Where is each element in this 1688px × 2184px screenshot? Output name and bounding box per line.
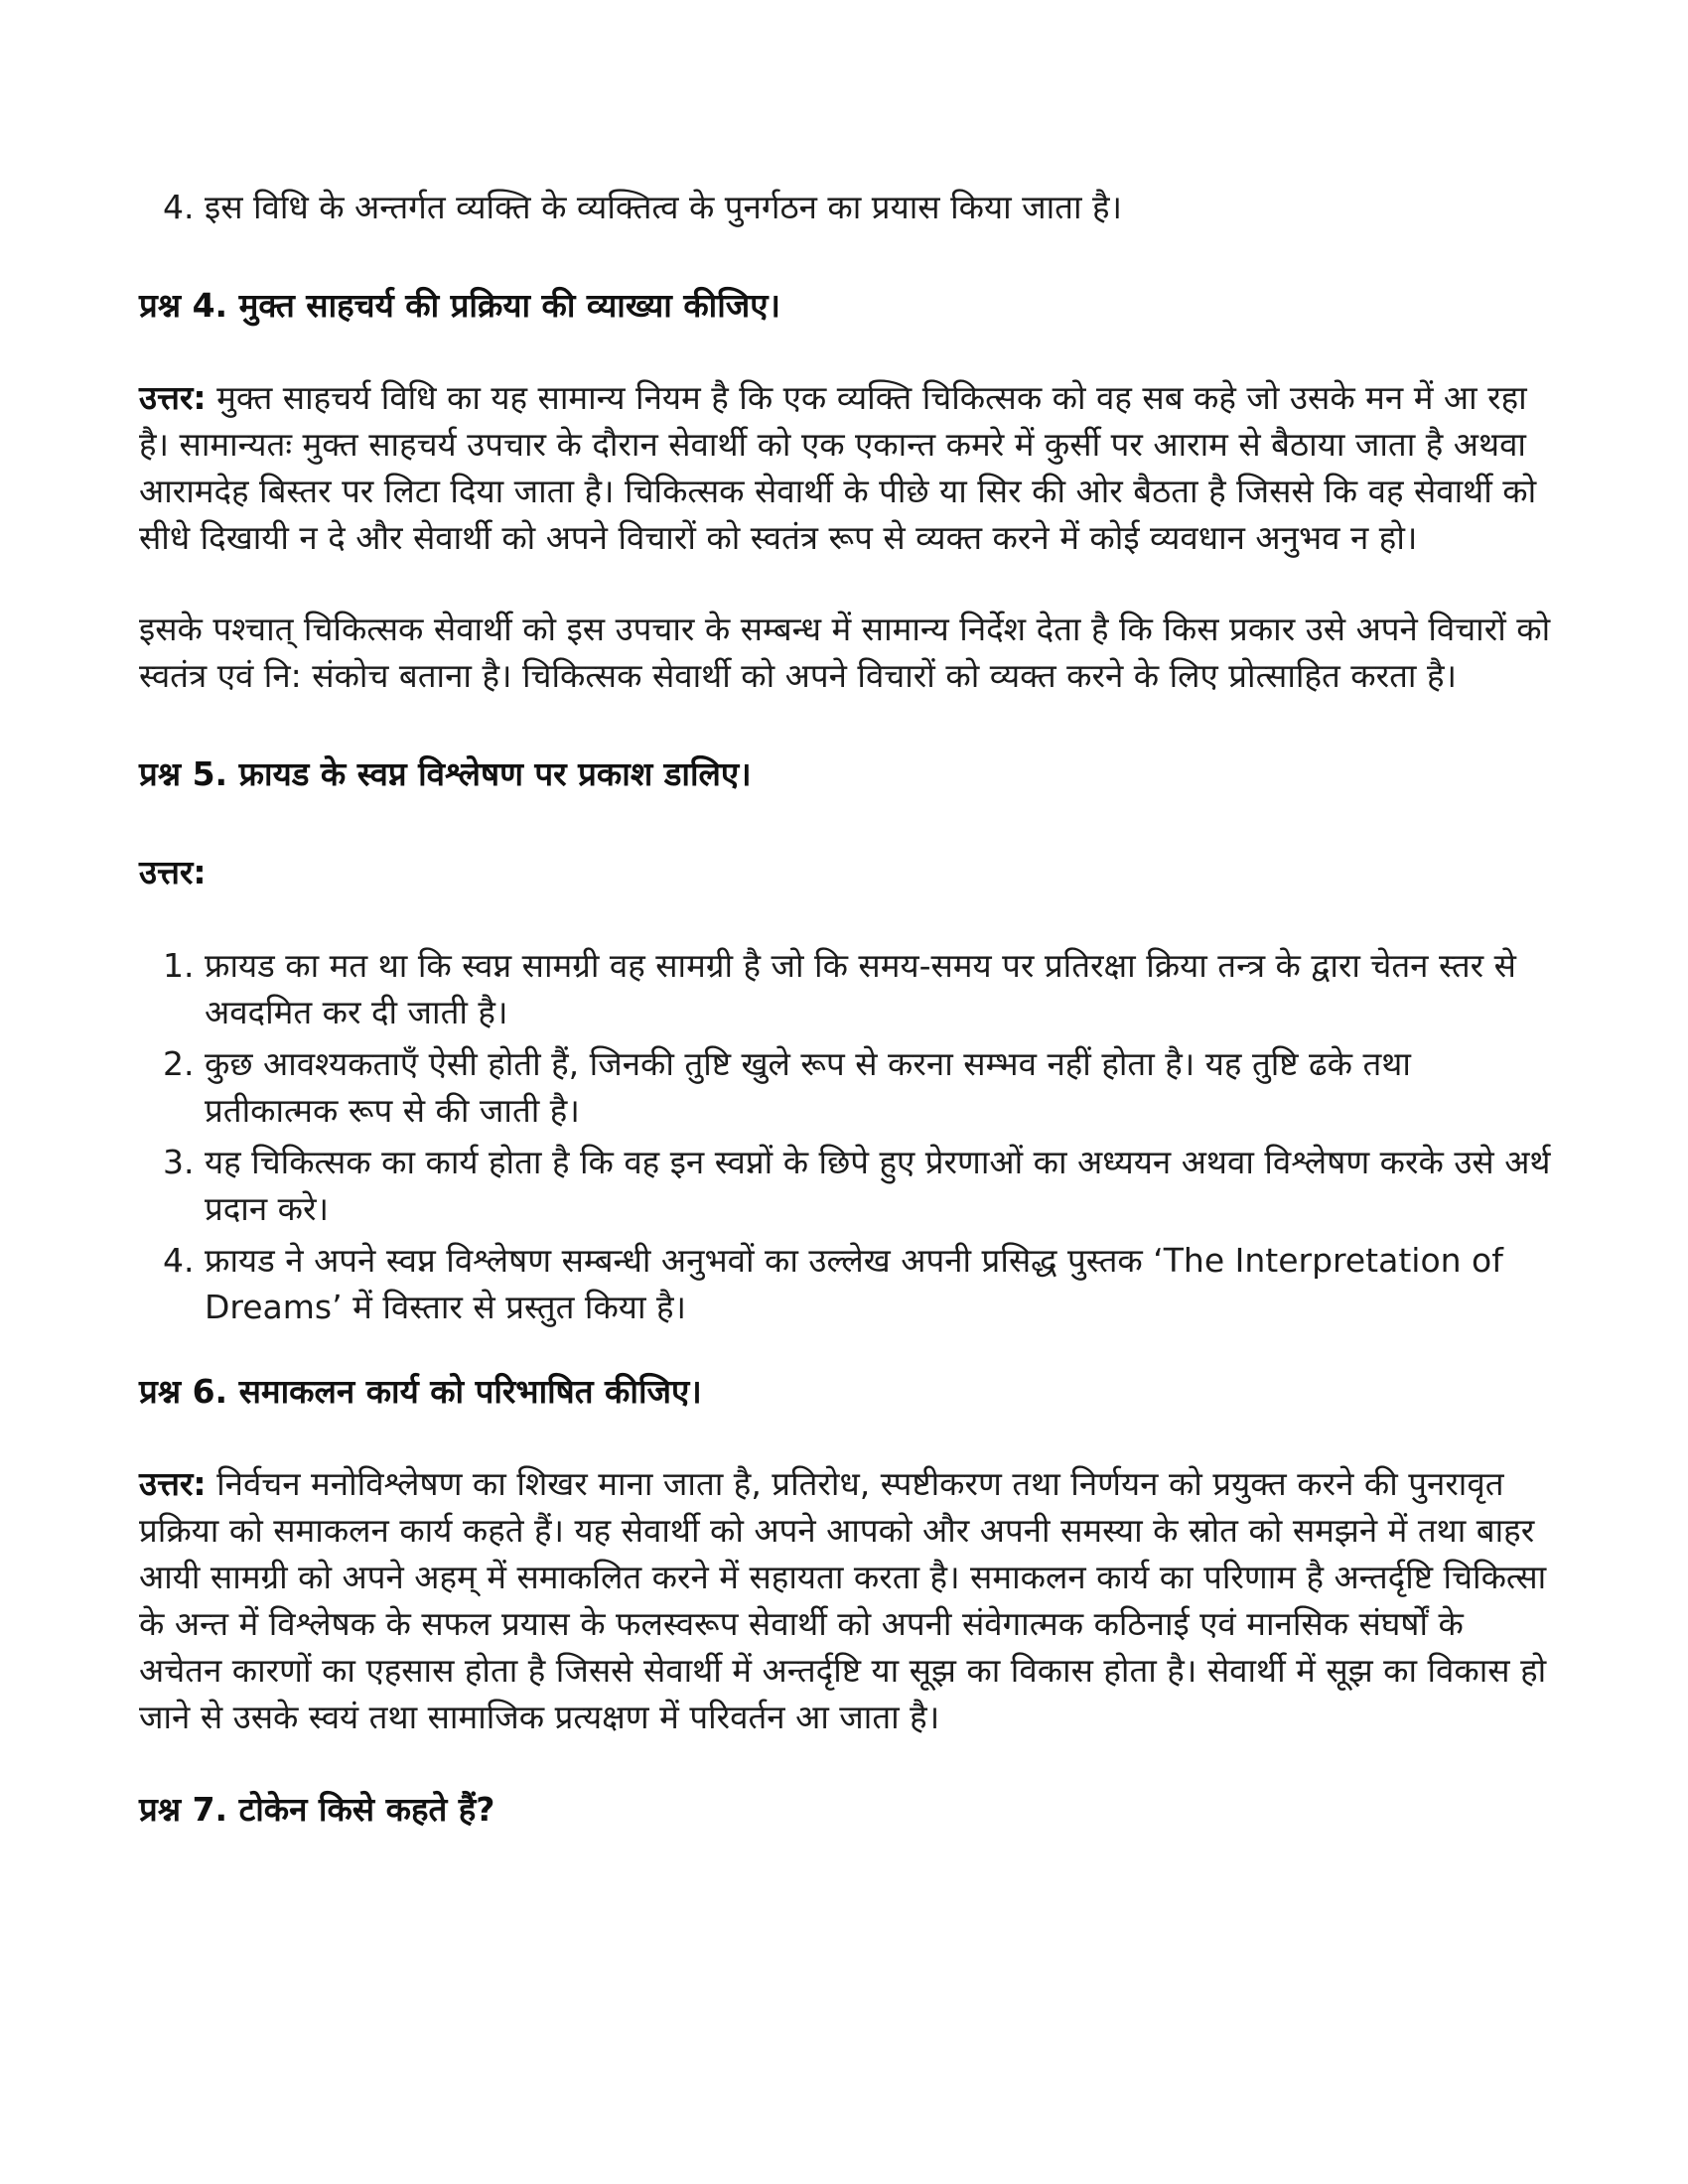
list-item <box>139 184 1554 230</box>
list-item-number: 4. <box>163 188 195 226</box>
answer-label: उत्तर: <box>139 1464 207 1503</box>
answer-text: निर्वचन मनोविश्लेषण का शिखर माना जाता है, प्रतिरोध, स्पष्टीकरण तथा निर्णयन को प्रयुक्त करने की पुनरावृत प्रक्रिया को समाकलन कार्य कहते हैं। यह सेवार्थी को अपने आपको और अपनी समस्या के स्रोत को समझने में तथा बाहर आयी सामग्री को अपने अहम् में समाकलित करने में सहायता करता है। समाकलन कार्य का परिणाम है अन्तर्दृष्टि चिकित्सा के अन्त में विश्लेषक के सफल प्रयास के फलस्वरूप सेवार्थी को अपनी संवेगात्मक कठिनाई एवं मानसिक संघर्षों के अचेतन कारणों का एहसास होता है जिससे सेवार्थी में अन्तर्दृष्टि या सूझ का विकास होता है। सेवार्थी में सूझ का विकास हो जाने से उसके स्वयं तथा सामाजिक प्रत्यक्षण में परिवर्तन आ जाता है। <box>139 1464 1547 1736</box>
intro-list <box>139 184 1554 230</box>
answer-label: उत्तर: <box>139 853 207 891</box>
question-5-answer-label-line <box>139 849 1554 895</box>
question-5-heading: प्रश्न 5. फ्रायड के स्वप्न विश्लेषण पर प्रकाश डालिए। <box>139 754 752 793</box>
question-6-heading: प्रश्न 6. समाकलन कार्य को परिभाषित कीजिए। <box>139 1372 702 1411</box>
list-item-text: यह चिकित्सक का कार्य होता है कि वह इन स्वप्नों के छिपे हुए प्रेरणाओं का अध्ययन अथवा विश्लेषण करके उसे अर्थ प्रदान करे। <box>205 1143 1551 1228</box>
list-item-text: फ्रायड ने अपने स्वप्न विश्लेषण सम्बन्धी अनुभवों का उल्लेख अपनी प्रसिद्ध पुस्तक ‘The Interpretation of Dreams’ में विस्तार से प्रस्तुत किया है। <box>205 1241 1503 1326</box>
list-item <box>139 1139 1554 1232</box>
answer-label: उत्तर: <box>139 378 207 417</box>
list-item-text: फ्रायड का मत था कि स्वप्न सामग्री वह सामग्री है जो कि समय-समय पर प्रतिरक्षा क्रिया तन्त्र के द्वारा चेतन स्तर से अवदमित कर दी जाती है। <box>205 946 1516 1031</box>
list-item-text: इस विधि के अन्तर्गत व्यक्ति के व्यक्तित्व के पुनर्गठन का प्रयास किया जाता है। <box>205 188 1123 226</box>
question-5-points-list <box>139 942 1554 1330</box>
list-item <box>139 1040 1554 1134</box>
list-item-text: कुछ आवश्यकताएँ ऐसी होती हैं, जिनकी तुष्टि खुले रूप से करना सम्भव नहीं होता है। यह तुष्टि ढके तथा प्रतीकात्मक रूप से की जाती है। <box>205 1044 1411 1130</box>
list-item-number: 2. <box>163 1044 195 1083</box>
list-item-number: 3. <box>163 1143 195 1181</box>
question-4-answer-paragraph-2: इसके पश्चात् चिकित्सक सेवार्थी को इस उपचार के सम्बन्ध में सामान्य निर्देश देता है कि किस प्रकार उसे अपने विचारों को स्वतंत्र एवं नि: संकोच बताना है। चिकित्सक सेवार्थी को अपने विचारों को व्यक्त करने के लिए प्रोत्साहित करता है। <box>139 610 1551 695</box>
answer-text: मुक्त साहचर्य विधि का यह सामान्य नियम है कि एक व्यक्ति चिकित्सक को वह सब कहे जो उसके मन में आ रहा है। सामान्यतः मुक्त साहचर्य उपचार के दौरान सेवार्थी को एक एकान्त कमरे में कुर्सी पर आराम से बैठाया जाता है अथवा आरामदेह बिस्तर पर लिटा दिया जाता है। चिकित्सक सेवार्थी के पीछे या सिर की ओर बैठता है जिससे कि वह सेवार्थी को सीधे दिखायी न दे और सेवार्थी को अपने विचारों को स्वतंत्र रूप से व्यक्त करने में कोई व्यवधान अनुभव न हो। <box>139 378 1537 557</box>
list-item <box>139 942 1554 1035</box>
list-item-number: 4. <box>163 1241 195 1280</box>
question-4-answer-paragraph-1 <box>139 374 1554 561</box>
list-item-number: 1. <box>163 946 195 985</box>
list-item <box>139 1237 1554 1330</box>
question-4-heading: प्रश्न 4. मुक्त साहचर्य की प्रक्रिया की व्याख्या कीजिए। <box>139 286 781 325</box>
question-6-answer-paragraph <box>139 1460 1554 1740</box>
question-7-heading: प्रश्न 7. टोकेन किसे कहते हैं? <box>139 1790 495 1829</box>
